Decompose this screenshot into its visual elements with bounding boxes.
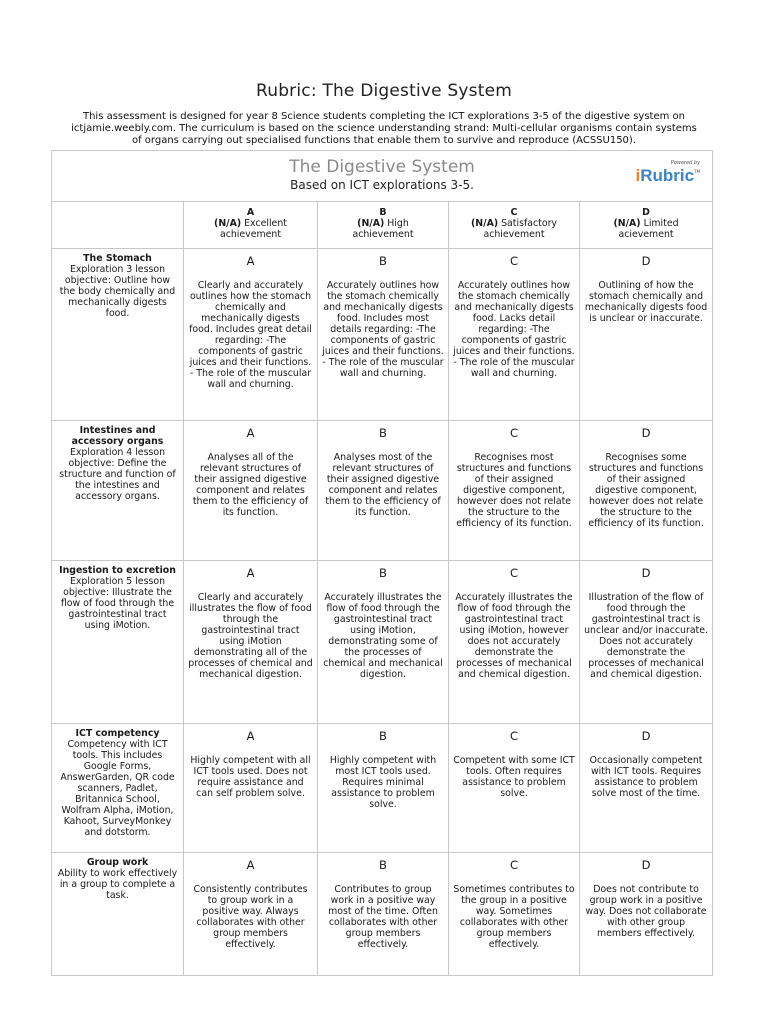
cell-level-letter: D xyxy=(641,426,651,440)
level-label: Satisfactory xyxy=(498,218,557,229)
logo-trademark: TM xyxy=(694,169,701,174)
level-cell xyxy=(318,421,449,561)
cell-description: Contributes to group work in a positive way most of the time. Often collaborates with other group members effectively. xyxy=(328,884,438,950)
level-cell xyxy=(580,249,713,421)
level-label-cont: achievement xyxy=(219,229,282,240)
page-title: Rubric: The Digestive System xyxy=(255,81,513,101)
cell-description: Analyses all of the relevant structures of their assigned digestive component and relates them to the efficiency of its function. xyxy=(192,452,309,518)
criterion-description: Exploration 5 lesson objective: Illustrate the flow of food through the gastrointestinal tract using iMotion. xyxy=(60,576,175,631)
cell-level-letter: A xyxy=(246,858,255,872)
logo-i: i xyxy=(635,166,641,185)
cell-level-letter: A xyxy=(246,566,255,580)
cell-level-letter: A xyxy=(246,426,255,440)
level-na: (N/A) xyxy=(471,218,499,229)
criterion-row xyxy=(52,724,713,853)
level-cell xyxy=(318,249,449,421)
level-cell xyxy=(184,421,318,561)
cell-level-letter: B xyxy=(379,858,387,872)
cell-description: Accurately outlines how the stomach chemically and mechanically digests food. Includes most details regarding: -The components of gastric juices and their functions. - The role of the muscular wall and churning. xyxy=(322,280,444,379)
level-cell xyxy=(318,561,449,724)
intro-line: ictjamie.weebly.com. The curriculum is based on the science understanding strand: Multi-cellular organisms contain systems xyxy=(71,123,697,134)
level-label: Limited xyxy=(640,218,679,229)
level-label-cont: acievement xyxy=(618,229,674,240)
cell-level-letter: C xyxy=(509,858,519,872)
cell-level-letter: A xyxy=(246,729,255,743)
level-cell xyxy=(318,853,449,976)
level-cell xyxy=(580,724,713,853)
intro-line: of organs carrying out specialised functions that enable them to survive and reproduce (ACSSU150). xyxy=(131,135,636,146)
criterion-cell xyxy=(52,421,184,561)
cell-description: Clearly and accurately illustrates the flow of food through the gastrointestinal tract using iMotion demonstrating all of the processes of chemical and mechanical digestion. xyxy=(188,592,313,680)
cell-level-letter: B xyxy=(379,729,387,743)
irubric-logo xyxy=(628,160,700,190)
level-cell xyxy=(580,561,713,724)
rubric-title: The Digestive System xyxy=(289,157,475,177)
level-header xyxy=(449,202,580,249)
level-header xyxy=(318,202,449,249)
rubric-subtitle: Based on ICT explorations 3-5. xyxy=(290,178,474,192)
logo-rubric: Rubric xyxy=(640,166,695,185)
cell-description: Sometimes contributes to the group in a positive way. Sometimes collaborates with other group members effectively. xyxy=(453,884,575,950)
criterion-description: Competency with ICT tools. This includes Google Forms, AnswerGarden, QR code scanners, Padlet, Britannica School, Wolfram Alpha, iMotion, Kahoot, SurveyMonkey and dotstorm. xyxy=(60,739,175,838)
cell-description: Recognises some structures and functions of their assigned digestive component, however does not relate the structure to the efficiency of its function. xyxy=(588,452,704,529)
logo-wordmark xyxy=(635,166,694,186)
cell-description: Occasionally competent with ICT tools. Requires assistance to problem solve most of the time. xyxy=(589,755,703,799)
level-cell xyxy=(449,249,580,421)
level-na: (N/A) xyxy=(357,218,385,229)
level-na: (N/A) xyxy=(613,218,641,229)
criterion-row xyxy=(52,853,713,976)
level-label: Excellent xyxy=(241,218,287,229)
level-letter: A xyxy=(246,207,255,218)
banner-row xyxy=(52,151,713,202)
level-cell xyxy=(184,724,318,853)
criterion-description: Exploration 3 lesson objective: Outline how the body chemically and mechanically digests food. xyxy=(59,264,176,319)
level-cell xyxy=(580,853,713,976)
criterion-cell xyxy=(52,249,184,421)
criterion-row xyxy=(52,249,713,421)
level-header-row xyxy=(52,202,713,249)
cell-description: Consistently contributes to group work in a positive way. Always collaborates with other group members effectively. xyxy=(193,884,308,950)
cell-level-letter: C xyxy=(509,254,519,268)
cell-description: Competent with some ICT tools. Often requires assistance to problem solve. xyxy=(453,755,575,799)
cell-description: Outlining of how the stomach chemically and mechanically digests food is unclear or inaccurate. xyxy=(584,280,708,324)
level-header xyxy=(580,202,713,249)
cell-level-letter: B xyxy=(379,566,387,580)
cell-description: Recognises most structures and functions of their assigned digestive component, however does not relate the structure to the efficiency of its function. xyxy=(456,452,572,529)
level-na: (N/A) xyxy=(214,218,242,229)
cell-description: Accurately illustrates the flow of food through the gastrointestinal tract using iMotion, demonstrating some of the processes of chemical and mechanical digestion. xyxy=(323,592,443,680)
level-header xyxy=(184,202,318,249)
cell-level-letter: C xyxy=(509,729,519,743)
criterion-row xyxy=(52,561,713,724)
cell-description: Does not contribute to group work in a positive way. Does not collaborate with other group members effectively. xyxy=(585,884,707,939)
cell-description: Clearly and accurately outlines how the stomach chemically and mechanically digests food. Includes great detail regarding: -The components of gastric juices and their functions. - The role of the muscular wall and churning. xyxy=(189,280,312,390)
intro-line: This assessment is designed for year 8 Science students completing the ICT explorations 3-5 of the digestive system on xyxy=(82,111,686,122)
cell-level-letter: C xyxy=(509,426,519,440)
level-cell xyxy=(184,561,318,724)
criterion-name: Intestines and accessory organs xyxy=(71,425,164,447)
cell-level-letter: A xyxy=(246,254,255,268)
level-cell xyxy=(580,421,713,561)
cell-level-letter: D xyxy=(641,729,651,743)
criterion-cell xyxy=(52,561,184,724)
criterion-name: The Stomach xyxy=(83,253,152,264)
criterion-cell xyxy=(52,853,184,976)
cell-description: Highly competent with most ICT tools used. Requires minimal assistance to problem solve. xyxy=(329,755,437,810)
cell-level-letter: B xyxy=(379,254,387,268)
level-cell xyxy=(449,561,580,724)
level-letter: C xyxy=(510,207,518,218)
cell-description: Accurately outlines how the stomach chemically and mechanically digests food. Lacks detail regarding: -The components of gastric juices and their functions. - The role of the muscular wall and churning. xyxy=(453,280,575,379)
criterion-name: ICT competency xyxy=(75,728,160,739)
level-cell xyxy=(318,724,449,853)
cell-level-letter: D xyxy=(641,254,651,268)
cell-description: Accurately illustrates the flow of food through the gastrointestinal tract using iMotion, however does not accurately demonstrate the processes of mechanical and chemical digestion. xyxy=(455,592,573,680)
criterion-row xyxy=(52,421,713,561)
criterion-name: Group work xyxy=(86,857,149,868)
level-cell xyxy=(449,853,580,976)
criterion-cell xyxy=(52,724,184,853)
level-label-cont: achievement xyxy=(352,229,414,240)
level-label-cont: achievement xyxy=(483,229,545,240)
level-letter: B xyxy=(379,207,387,218)
cell-description: Analyses most of the relevant structures of their assigned digestive component and relates them to the efficiency of its function. xyxy=(325,452,441,518)
criterion-description: Exploration 4 lesson objective: Define the structure and function of the intestines and accessory organs. xyxy=(59,447,176,502)
cell-level-letter: D xyxy=(641,566,651,580)
criterion-description: Ability to work effectively in a group to complete a task. xyxy=(57,868,178,901)
level-letter: D xyxy=(642,207,650,218)
intro-paragraph xyxy=(56,111,712,147)
logo-powered-by: Powered by xyxy=(670,160,701,166)
level-cell xyxy=(449,421,580,561)
cell-description: Highly competent with all ICT tools used. Does not require assistance and can self problem solve. xyxy=(190,755,311,799)
criterion-name: Ingestion to excretion xyxy=(59,565,176,576)
cell-level-letter: C xyxy=(509,566,519,580)
level-label: High xyxy=(384,218,409,229)
level-cell xyxy=(184,249,318,421)
cell-description: Illustration of the flow of food through the gastrointestinal tract is unclear and/or inaccurate. Does not accurately demonstrate the processes of mechanical and chemical digestion. xyxy=(584,592,708,680)
level-cell xyxy=(449,724,580,853)
rubric-table xyxy=(51,150,713,976)
header-corner xyxy=(52,202,184,249)
level-cell xyxy=(184,853,318,976)
cell-level-letter: D xyxy=(641,858,651,872)
cell-level-letter: B xyxy=(379,426,387,440)
rubric-banner xyxy=(52,151,713,202)
